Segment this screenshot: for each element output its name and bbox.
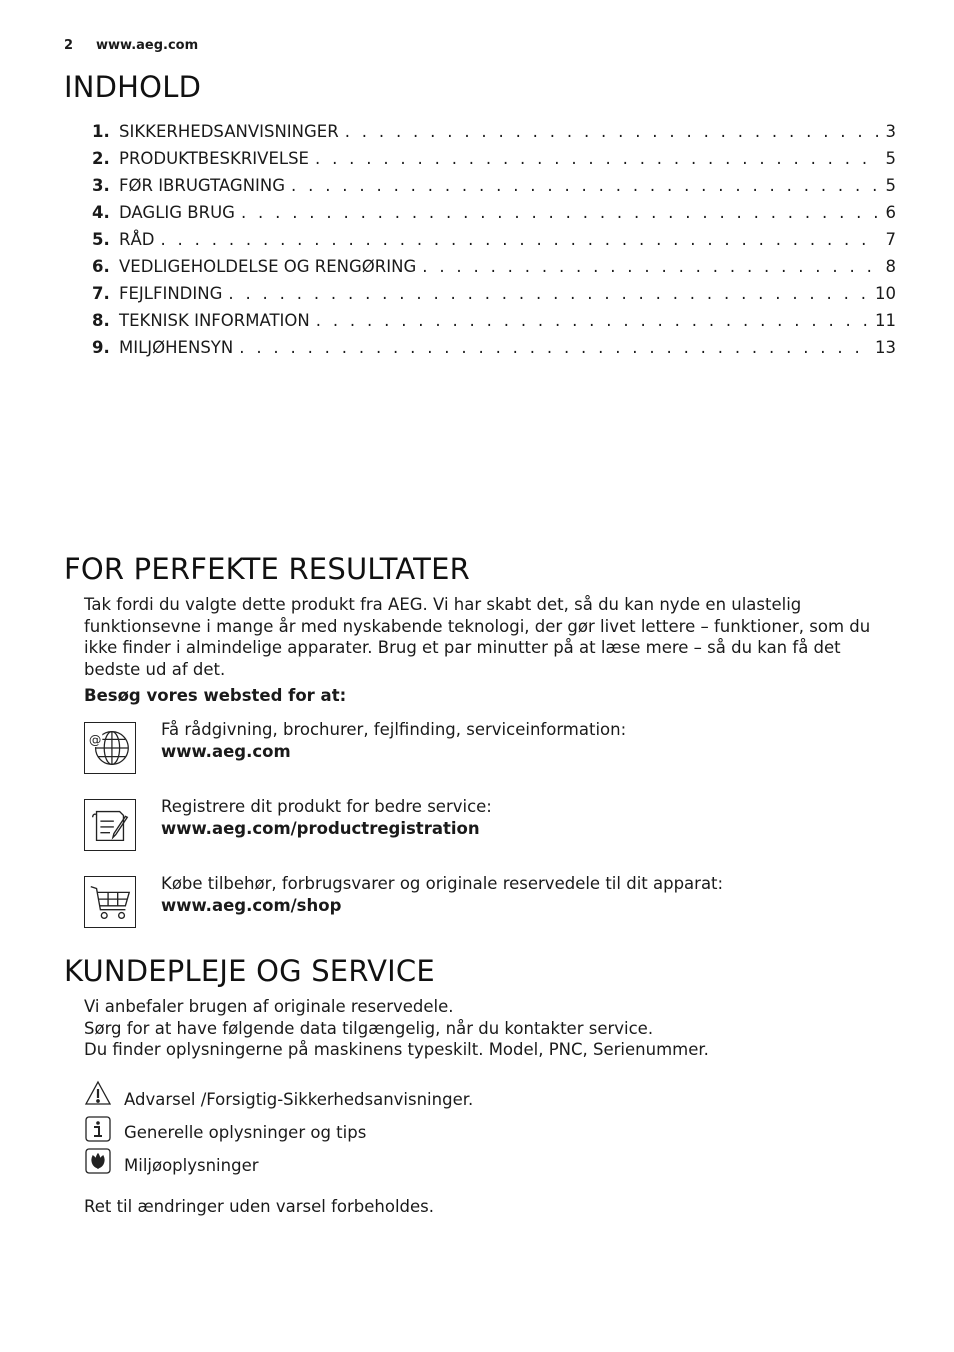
- toc-item[interactable]: [92, 122, 896, 149]
- registration-form-icon: [84, 799, 136, 851]
- service-line: Vi anbefaler brugen af originale reservedele.: [84, 997, 454, 1016]
- toc-item-label: DAGLIG BRUG: [119, 203, 235, 222]
- warning-text: Advarsel /Forsigtig-Sikkerhedsanvisninger.: [124, 1090, 474, 1109]
- website-link[interactable]: www.aeg.com: [161, 741, 291, 761]
- toc-item-page: 11: [875, 311, 896, 330]
- header-url[interactable]: www.aeg.com: [96, 38, 199, 53]
- service-line: Sørg for at have følgende data tilgængelig, når du kontakter service.: [84, 1018, 654, 1038]
- toc-item[interactable]: [92, 257, 896, 284]
- environment-text: Miljøoplysninger: [124, 1156, 259, 1175]
- toc-item-page: 13: [875, 338, 896, 357]
- website-item-info: [161, 719, 626, 762]
- toc-item-page: 5: [885, 149, 896, 168]
- table-of-contents: [92, 122, 896, 365]
- toc-item-number: 6.: [92, 257, 110, 276]
- page-header: [64, 38, 198, 53]
- toc-item-number: 5.: [92, 230, 110, 249]
- registration-item-text: Registrere dit produkt for bedre service:: [161, 797, 492, 816]
- toc-item[interactable]: [92, 176, 896, 203]
- toc-title: INDHOLD: [64, 70, 202, 104]
- toc-item-page: 10: [875, 284, 896, 303]
- toc-item-number: 1.: [92, 122, 110, 141]
- toc-leader-dots: [422, 257, 879, 276]
- toc-leader-dots: [315, 149, 880, 168]
- toc-item-label: PRODUKTBESKRIVELSE: [119, 149, 309, 168]
- toc-item-page: 7: [885, 230, 896, 249]
- toc-item-label: SIKKERHEDSANVISNINGER: [119, 122, 339, 141]
- shopping-cart-icon: [84, 876, 136, 928]
- toc-item-label: VEDLIGEHOLDELSE OG RENGØRING: [119, 257, 417, 276]
- service-line: Du finder oplysningerne på maskinens typeskilt. Model, PNC, Serienummer.: [84, 1040, 709, 1059]
- registration-link[interactable]: www.aeg.com/productregistration: [161, 818, 480, 838]
- toc-item-label: FØR IBRUGTAGNING: [119, 176, 286, 195]
- toc-item-page: 5: [885, 176, 896, 195]
- toc-item-number: 7.: [92, 284, 110, 303]
- toc-item[interactable]: [92, 284, 896, 311]
- toc-leader-dots: [239, 338, 869, 357]
- toc-item-page: 6: [885, 203, 896, 222]
- toc-item-label: FEJLFINDING: [119, 284, 223, 303]
- toc-item-page: 8: [885, 257, 896, 276]
- page-number: 2: [64, 38, 74, 53]
- environment-icon: [84, 1148, 112, 1174]
- toc-leader-dots: [316, 311, 869, 330]
- toc-item-label: TEKNISK INFORMATION: [119, 311, 310, 330]
- toc-item-number: 8.: [92, 311, 110, 330]
- website-item-text: Få rådgivning, brochurer, fejlfinding, serviceinformation:: [161, 720, 627, 739]
- toc-leader-dots: [160, 230, 879, 249]
- toc-item-label: RÅD: [119, 230, 155, 249]
- shop-item-text: Købe tilbehør, forbrugsvarer og originale reservedele til dit apparat:: [161, 874, 724, 893]
- disclaimer: Ret til ændringer uden varsel forbeholdes.: [84, 1197, 435, 1216]
- info-icon: [84, 1116, 112, 1142]
- shop-link[interactable]: www.aeg.com/shop: [161, 895, 342, 915]
- globe-at-icon: [84, 722, 136, 774]
- toc-leader-dots: [291, 176, 879, 195]
- toc-item-number: 2.: [92, 149, 110, 168]
- registration-item-info: [161, 796, 492, 839]
- toc-item-label: MILJØHENSYN: [119, 338, 234, 357]
- visit-website-label: Besøg vores websted for at:: [84, 686, 347, 705]
- toc-leader-dots: [345, 122, 880, 141]
- customer-service-title: KUNDEPLEJE OG SERVICE: [64, 954, 435, 988]
- svg-text:@: @: [88, 732, 102, 748]
- toc-item[interactable]: [92, 338, 896, 365]
- toc-item-number: 3.: [92, 176, 110, 195]
- toc-item-page: 3: [885, 122, 896, 141]
- info-text: Generelle oplysninger og tips: [124, 1123, 367, 1142]
- toc-leader-dots: [228, 284, 869, 303]
- perfect-results-intro: Tak fordi du valgte dette produkt fra AEG. Vi har skabt det, så du kan nyde en ulastelig funktionsevne i mange år med nyskabende teknologi, der gør livet lettere – funktioner, som du ikke finder i almindelige apparater. Brug et par minutter på at læse mere – så du kan få det bedste ud af det.: [84, 595, 871, 679]
- shop-item-info: [161, 873, 723, 916]
- toc-item[interactable]: [92, 230, 896, 257]
- warning-icon: [84, 1080, 112, 1106]
- perfect-results-title: FOR PERFEKTE RESULTATER: [64, 552, 470, 586]
- service-text: [84, 996, 899, 1061]
- toc-item[interactable]: [92, 311, 896, 338]
- toc-item[interactable]: [92, 149, 896, 176]
- toc-item-number: 4.: [92, 203, 110, 222]
- toc-item[interactable]: [92, 203, 896, 230]
- toc-leader-dots: [241, 203, 880, 222]
- toc-item-number: 9.: [92, 338, 110, 357]
